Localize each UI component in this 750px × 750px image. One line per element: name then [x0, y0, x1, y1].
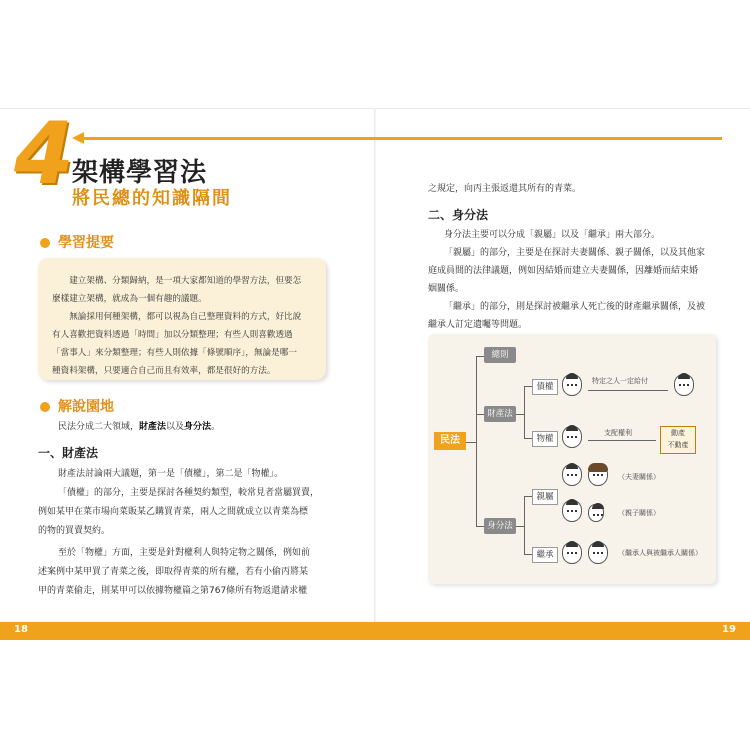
connector-line — [524, 554, 532, 555]
analysis-intro: 民法分成二大領域，財產法以及身分法。 — [58, 422, 221, 432]
paragraph: 繼承人訂定遺囑等問題。 — [428, 320, 528, 330]
property-box — [660, 426, 696, 454]
label-control-right: 支配權利 — [604, 429, 632, 437]
label-spouse: （夫妻關係） — [618, 473, 660, 481]
connector-line — [516, 526, 524, 527]
header-rule — [82, 137, 722, 140]
person-icon — [562, 374, 582, 396]
node-status-law: 身分法 — [484, 518, 516, 534]
paragraph: 「親屬」的部分，主要是在探討夫妻關係、親子關係，以及其他家 — [444, 248, 706, 258]
connector-line — [524, 496, 525, 554]
paragraph: 甲的青菜偷走，則某甲可以依據物權篇之第767條所有物返還請求權 — [38, 586, 308, 596]
paragraph: 「繼承」的部分，則是探討被繼承人死亡後的財產繼承關係，及被 — [444, 302, 706, 312]
paragraph: 述案例中某甲買了青菜之後，即取得青菜的所有權，若有小偷丙將某 — [38, 567, 309, 577]
connector-line — [476, 414, 484, 415]
connector-line — [476, 526, 484, 527]
analysis-heading: 解說園地 — [40, 396, 114, 416]
node-civil-law: 民法 — [434, 432, 466, 450]
summary-line: 無論採用何種架構，都可以視為自己整理資料的方式，好比說 — [69, 312, 302, 322]
connector-line — [466, 442, 476, 443]
label-movable: 動產 — [671, 429, 685, 437]
connector-line — [476, 356, 484, 357]
bullet-dot-icon — [40, 402, 50, 412]
node-property-law: 財產法 — [484, 406, 516, 422]
summary-line: 建立架構、分類歸納，是一項大家都知道的學習方法，但要怎 — [69, 276, 302, 286]
paragraph: 財產法討論兩大議題，第一是「債權」，第二是「物權」。 — [58, 469, 284, 479]
connector-line — [524, 496, 532, 497]
paragraph: 姻關係。 — [428, 284, 465, 294]
footer-bar — [0, 622, 750, 640]
connector-line — [516, 414, 524, 415]
person-icon — [562, 464, 582, 486]
summary-line: 「當事人」來分類整理；有些人則依據「條號順序」，無論是哪一 — [52, 348, 297, 358]
node-real-right: 物權 — [532, 431, 558, 447]
bullet-dot-icon — [40, 238, 50, 248]
summary-line: 種資料架構，只要適合自己而且有效率，都是很好的方法。 — [52, 366, 276, 376]
book-gutter — [374, 108, 376, 640]
paragraph: 的物的買賣契約。 — [38, 526, 111, 536]
summary-line: 有人喜歡把資料透過「時間」加以分類整理；有些人則喜歡透過 — [52, 330, 293, 340]
label-obligation: 特定之人一定給付 — [592, 377, 648, 385]
person-icon — [588, 542, 608, 564]
summary-box — [38, 258, 326, 380]
node-general: 總則 — [484, 347, 516, 363]
connector-line — [524, 386, 525, 438]
chapter-subtitle: 將民總的知識隔間 — [72, 188, 232, 209]
node-inheritance: 繼承 — [532, 547, 558, 563]
person-female-icon — [588, 464, 608, 486]
paragraph: 庭成員間的法律議題，例如因結婚而建立夫妻關係，因離婚而結束婚 — [428, 266, 699, 276]
page-number-right: 19 — [722, 624, 736, 635]
node-obligation: 債權 — [532, 379, 558, 395]
chapter-title: 架構學習法 — [72, 158, 208, 188]
person-icon — [562, 426, 582, 448]
child-icon — [588, 504, 604, 522]
label-heir: （繼承人與被繼承人關係） — [618, 549, 702, 557]
chapter-number: 4 — [14, 104, 74, 204]
paragraph: 例如某甲在菜市場向菜販某乙購買青菜，兩人之間就成立以青菜為標 — [38, 507, 309, 517]
paragraph: 「債權」的部分，主要是探討各種契約類型，較常見者當屬買賣， — [58, 488, 320, 498]
node-kinship: 親屬 — [532, 489, 558, 505]
civil-law-diagram — [428, 334, 716, 584]
arrow-line — [588, 390, 668, 391]
connector-line — [524, 438, 532, 439]
paragraph: 至於「物權」方面，主要是針對權利人與特定物之關係，例如前 — [58, 548, 311, 558]
paragraph: 身分法主要可以分成「親屬」以及「繼承」兩大部分。 — [444, 230, 661, 240]
section-title-status: 二、身分法 — [428, 208, 489, 222]
connector-line — [476, 356, 477, 526]
paragraph: 之規定，向丙主張返還其所有的青菜。 — [428, 184, 582, 194]
section-title-property: 一、財產法 — [38, 446, 99, 460]
page-number-left: 18 — [14, 624, 28, 635]
person-icon — [562, 542, 582, 564]
person-icon — [674, 374, 694, 396]
person-icon — [562, 500, 582, 522]
arrow-line — [588, 440, 656, 441]
summary-line: 麼樣建立架構，就成為一個有趣的議題。 — [52, 294, 207, 304]
connector-line — [524, 386, 532, 387]
label-parent: （親子關係） — [618, 509, 660, 517]
summary-heading: 學習提要 — [40, 232, 114, 252]
label-immovable: 不動產 — [667, 441, 689, 449]
